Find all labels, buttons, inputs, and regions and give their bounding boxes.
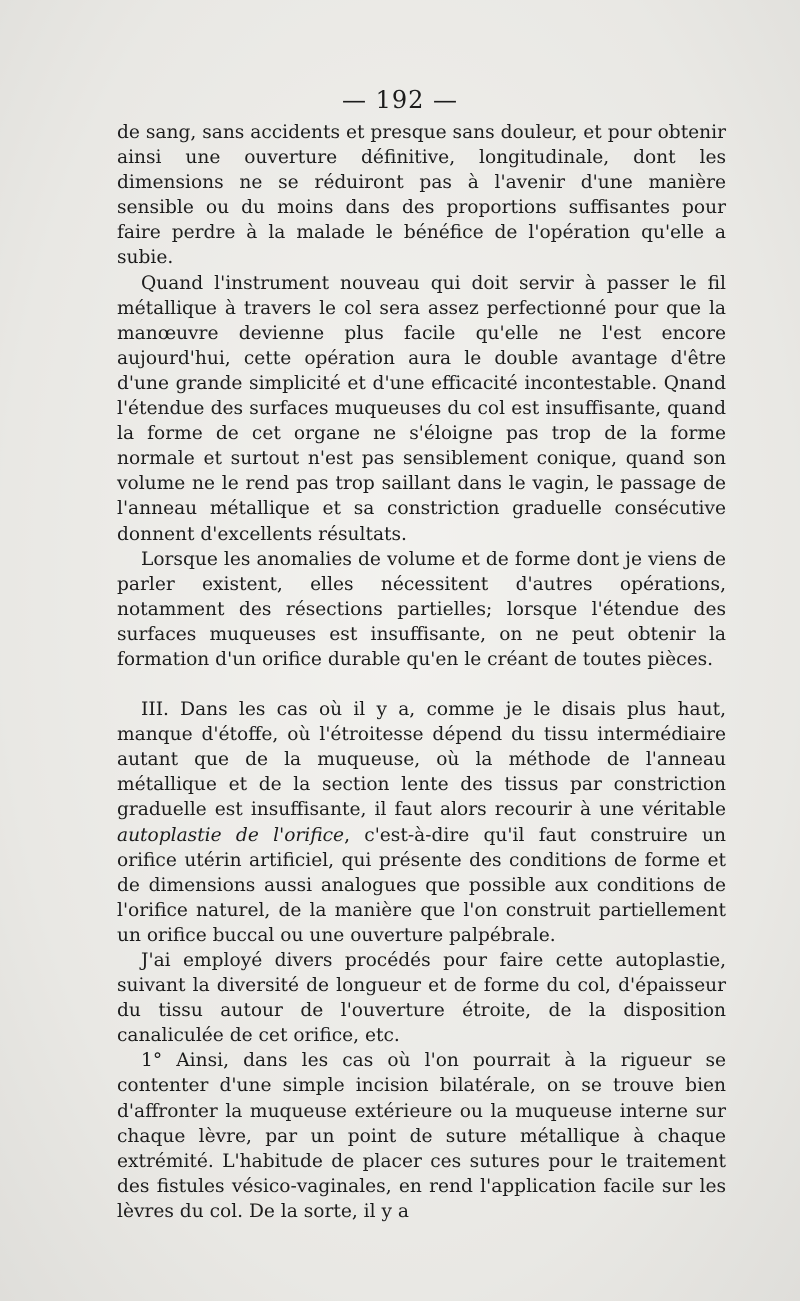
paragraph-4-section-iii: [117, 697, 726, 948]
page-number: — 192 —: [341, 86, 459, 114]
paragraph-1: de sang, sans accidents et presque sans douleur, et pour obtenir ainsi une ouverture définitive, longitudinale, dont les dimensions ne se réduiront pas à l'avenir d'une manière sensible ou du moins dans des proportions suffisantes pour faire perdre à la malade le bénéfice de l'opération qu'elle a subie.: [117, 122, 726, 269]
paragraph-4-italic-term: autoplastie de l'orifice: [117, 824, 345, 846]
paragraph-5: J'ai employé divers procédés pour faire cette autoplastie, suivant la diversité de longueur et de forme du col, d'épaisseur du tissu autour de l'ouverture étroite, de la disposition canaliculée de cet orifice, etc.: [117, 950, 726, 1047]
paragraph-6: 1° Ainsi, dans les cas où l'on pourrait à la rigueur se contenter d'une simple incision bilatérale, on se trouve bien d'affronter la muqueuse extérieure ou la muqueuse interne sur chaque lèvre, par un point de suture métallique à chaque extrémité. L'habitude de placer ces sutures pour le traitement des fistules vésico-vaginales, en rend l'application facile sur les lèvres du col. De la sorte, il y a: [117, 1050, 726, 1222]
paragraph-2: Quand l'instrument nouveau qui doit servir à passer le fil métallique à travers le col sera assez perfectionné pour que la manœuvre devienne plus facile qu'elle ne l'est encore aujourd'hui, cette opération aura le double avantage d'être d'une grande simplicité et d'une efficacité incontestable. Qnand l'étendue des surfaces muqueuses du col est insuffisante, quand la forme de cet organe ne s'éloigne pas trop de la forme normale et surtout n'est pas sensiblement conique, quand son volume ne le rend pas trop saillant dans le vagin, le passage de l'anneau métallique et sa constriction graduelle consécutive donnent d'excellents résultats.: [117, 272, 726, 545]
paragraph-4-text-after: , c'est-à-dire qu'il faut construire un orifice utérin artificiel, qui présente des conditions de forme et de dimensions aussi analogues que possible aux conditions de l'orifice naturel, de la manière que l'on construit partiellement un orifice buccal ou une ouverture palpébrale.: [117, 824, 726, 946]
body-text: [117, 120, 726, 1224]
paragraph-4-text-before: III. Dans les cas où il y a, comme je le disais plus haut, manque d'étoffe, où l'étroitesse dépend du tissu intermédiaire autant que de la muqueuse, où la méthode de l'anneau métallique et de la section lente des tissus par constriction graduelle est insuffisante, il faut alors recourir à une véritable: [117, 699, 726, 821]
paragraph-3: Lorsque les anomalies de volume et de forme dont je viens de parler existent, elles nécessitent d'autres opérations, notamment des résections partielles; lorsque l'étendue des surfaces muqueuses est insuffisante, on ne peut obtenir la formation d'un orifice durable qu'en le créant de toutes pièces.: [117, 548, 726, 670]
